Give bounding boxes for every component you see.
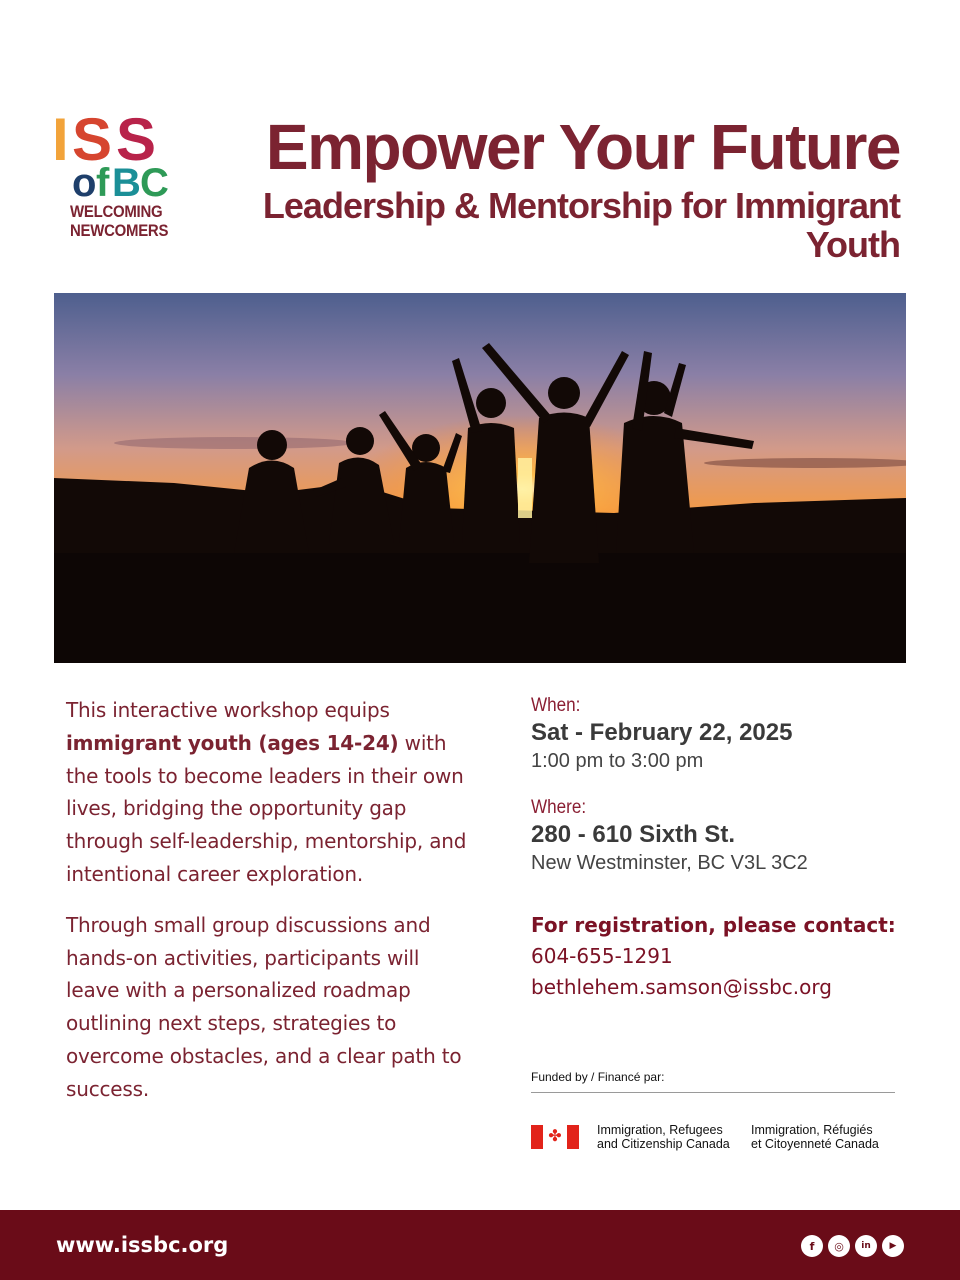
logo-letter-s2: S <box>116 108 157 173</box>
registration-info <box>531 910 901 1003</box>
event-city: New Westminster, BC V3L 3C2 <box>531 852 808 874</box>
issbc-logo-mark <box>52 108 192 203</box>
social-links <box>801 1235 904 1257</box>
ircc-french-line-1: Immigration, Réfugiés <box>751 1123 873 1137</box>
linkedin-icon[interactable]: in <box>855 1235 877 1257</box>
logo-letter-f: f <box>96 161 110 203</box>
page-subtitle: Leadership & Mentorship for Immigrant Youth <box>262 185 900 265</box>
ircc-english-line-1: Immigration, Refugees <box>597 1123 723 1137</box>
page-title: Empower Your Future <box>265 111 900 183</box>
description-paragraph-1 <box>66 694 476 891</box>
funded-by-label: Funded by / Financé par: <box>531 1070 895 1093</box>
ircc-french-line-2: et Citoyenneté Canada <box>751 1137 879 1151</box>
ircc-french <box>751 1123 895 1151</box>
footer-bar <box>0 1210 960 1280</box>
facebook-icon[interactable]: f <box>801 1235 823 1257</box>
ircc-english-line-2: and Citizenship Canada <box>597 1137 730 1151</box>
youtube-icon[interactable]: ▶ <box>882 1235 904 1257</box>
registration-phone[interactable]: 604-655-1291 <box>531 944 673 968</box>
instagram-icon[interactable]: ◎ <box>828 1235 850 1257</box>
sunset-silhouette-image <box>54 293 906 663</box>
event-time: 1:00 pm to 3:00 pm <box>531 750 704 772</box>
description-p1-highlight: immigrant youth (ages 14-24) <box>66 730 399 755</box>
funding-block <box>531 1070 895 1151</box>
logo-letter-s1: S <box>72 108 113 173</box>
registration-heading: For registration, please contact: <box>531 913 896 937</box>
event-address: 280 - 610 Sixth St. <box>531 821 736 848</box>
when-label: When: <box>531 695 581 716</box>
hero-photo <box>54 293 906 663</box>
canada-flag-icon: ✤ <box>531 1125 579 1149</box>
registration-email[interactable]: bethlehem.samson@issbc.org <box>531 975 832 999</box>
logo-tagline-line-1: WELCOMING <box>70 202 163 221</box>
event-date: Sat - February 22, 2025 <box>531 719 793 746</box>
logo-letter-o: o <box>72 161 97 203</box>
ircc-english <box>597 1123 741 1151</box>
logo-letter-b: B <box>112 161 141 203</box>
website-link[interactable]: www.issbc.org <box>56 1233 229 1257</box>
description-paragraph-2: Through small group discussions and hands-on activities, participants will leave with a personalized roadmap outlining next steps, strategies to overcome obstacles, and a clear path to success. <box>66 912 462 1101</box>
workshop-description <box>66 694 476 1124</box>
logo-letter-i: I <box>52 108 69 173</box>
description-p1-intro: This interactive workshop equips <box>66 698 390 722</box>
event-info <box>531 694 901 1003</box>
government-signature <box>531 1123 895 1151</box>
description-p1-rest: with the tools to become leaders in their own lives, bridging the opportunity gap through self-leadership, mentorship, and intentional career exploration. <box>66 730 467 886</box>
where-label: Where: <box>531 797 587 818</box>
logo-letter-c: C <box>140 161 169 203</box>
logo-tagline-line-2: NEWCOMERS <box>70 221 169 240</box>
logo-tagline <box>70 202 168 240</box>
title-block <box>200 112 900 264</box>
issbc-logo <box>52 108 192 243</box>
